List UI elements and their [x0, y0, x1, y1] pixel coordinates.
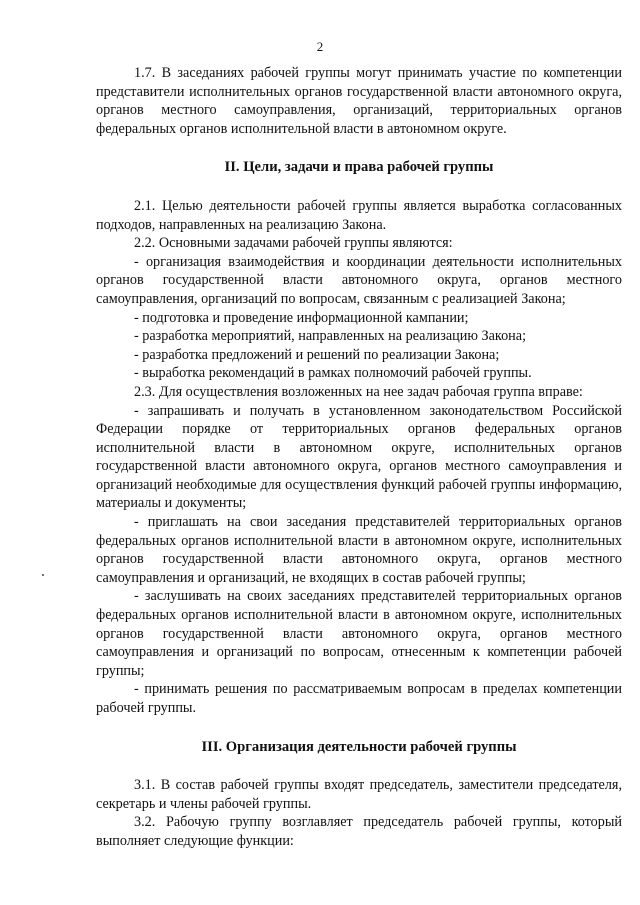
- right-item-4: - принимать решения по рассматриваемым вопросам в пределах компетенции рабочей группы.: [96, 681, 622, 716]
- right-item-1: - запрашивать и получать в установленном законодательством Российской Федерации порядке от территориальных органов федеральных органов исполнительной власти в автономном округе, исполнительных органов государственной власти автономного округа, органов местного самоуправления и организаций необходимые для осуществления функций рабочей группы информацию, материалы и документы;: [96, 402, 622, 512]
- task-item-3: - разработка мероприятий, направленных на реализацию Закона;: [134, 328, 527, 345]
- task-item-2: - подготовка и проведение информационной кампании;: [134, 309, 469, 326]
- paragraph-2-1: 2.1. Целью деятельности рабочей группы является выработка согласованных подходов, направленных на реализацию Закона.: [96, 197, 622, 233]
- section-heading-2: II. Цели, задачи и права рабочей группы: [224, 159, 494, 176]
- document-body: [96, 64, 622, 851]
- section-heading-3: III. Организация деятельности рабочей группы: [201, 738, 517, 755]
- page-number: 2: [316, 39, 324, 54]
- task-item-4: - разработка предложений и решений по реализации Закона;: [134, 346, 500, 363]
- paragraph-1-7: 1.7. В заседаниях рабочей группы могут принимать участие по компетенции представители исполнительных органов государственной власти автономного округа, органов местного самоуправления, организаций, территориальных органов федеральных органов исполнительной власти в автономном округе.: [96, 65, 622, 137]
- right-item-2: - приглашать на свои заседания представителей территориальных органов федеральных органов исполнительной власти в автономном округе, исполнительных органов государственной власти автономного округа, органов местного самоуправления и организаций, не входящих в состав рабочей группы;: [96, 514, 622, 586]
- paragraph-3-2: 3.2. Рабочую группу возглавляет председатель рабочей группы, который выполняет следующие функции:: [96, 814, 622, 849]
- paragraph-2-3: 2.3. Для осуществления возложенных на нее задач рабочая группа вправе:: [134, 383, 583, 400]
- paragraph-2-2: 2.2. Основными задачами рабочей группы являются:: [134, 235, 453, 252]
- task-item-5: - выработка рекомендаций в рамках полномочий рабочей группы.: [134, 365, 532, 382]
- right-item-3: - заслушивать на своих заседаниях представителей территориальных органов федеральных органов исполнительной власти в автономном округе, исполнительных органов государственной власти автономного округа, органов местного самоуправления и организаций по вопросам, отнесенным к компетенции рабочей группы;: [96, 588, 622, 679]
- paragraph-3-1: 3.1. В состав рабочей группы входят председатель, заместители председателя, секретарь и члены рабочей группы.: [96, 777, 622, 812]
- task-item-1: - организация взаимодействия и координации деятельности исполнительных органов государственной власти автономного округа, органов местного самоуправления, организаций по вопросам, связанным с реализацией Закона;: [96, 253, 622, 307]
- scan-speck: [42, 574, 44, 576]
